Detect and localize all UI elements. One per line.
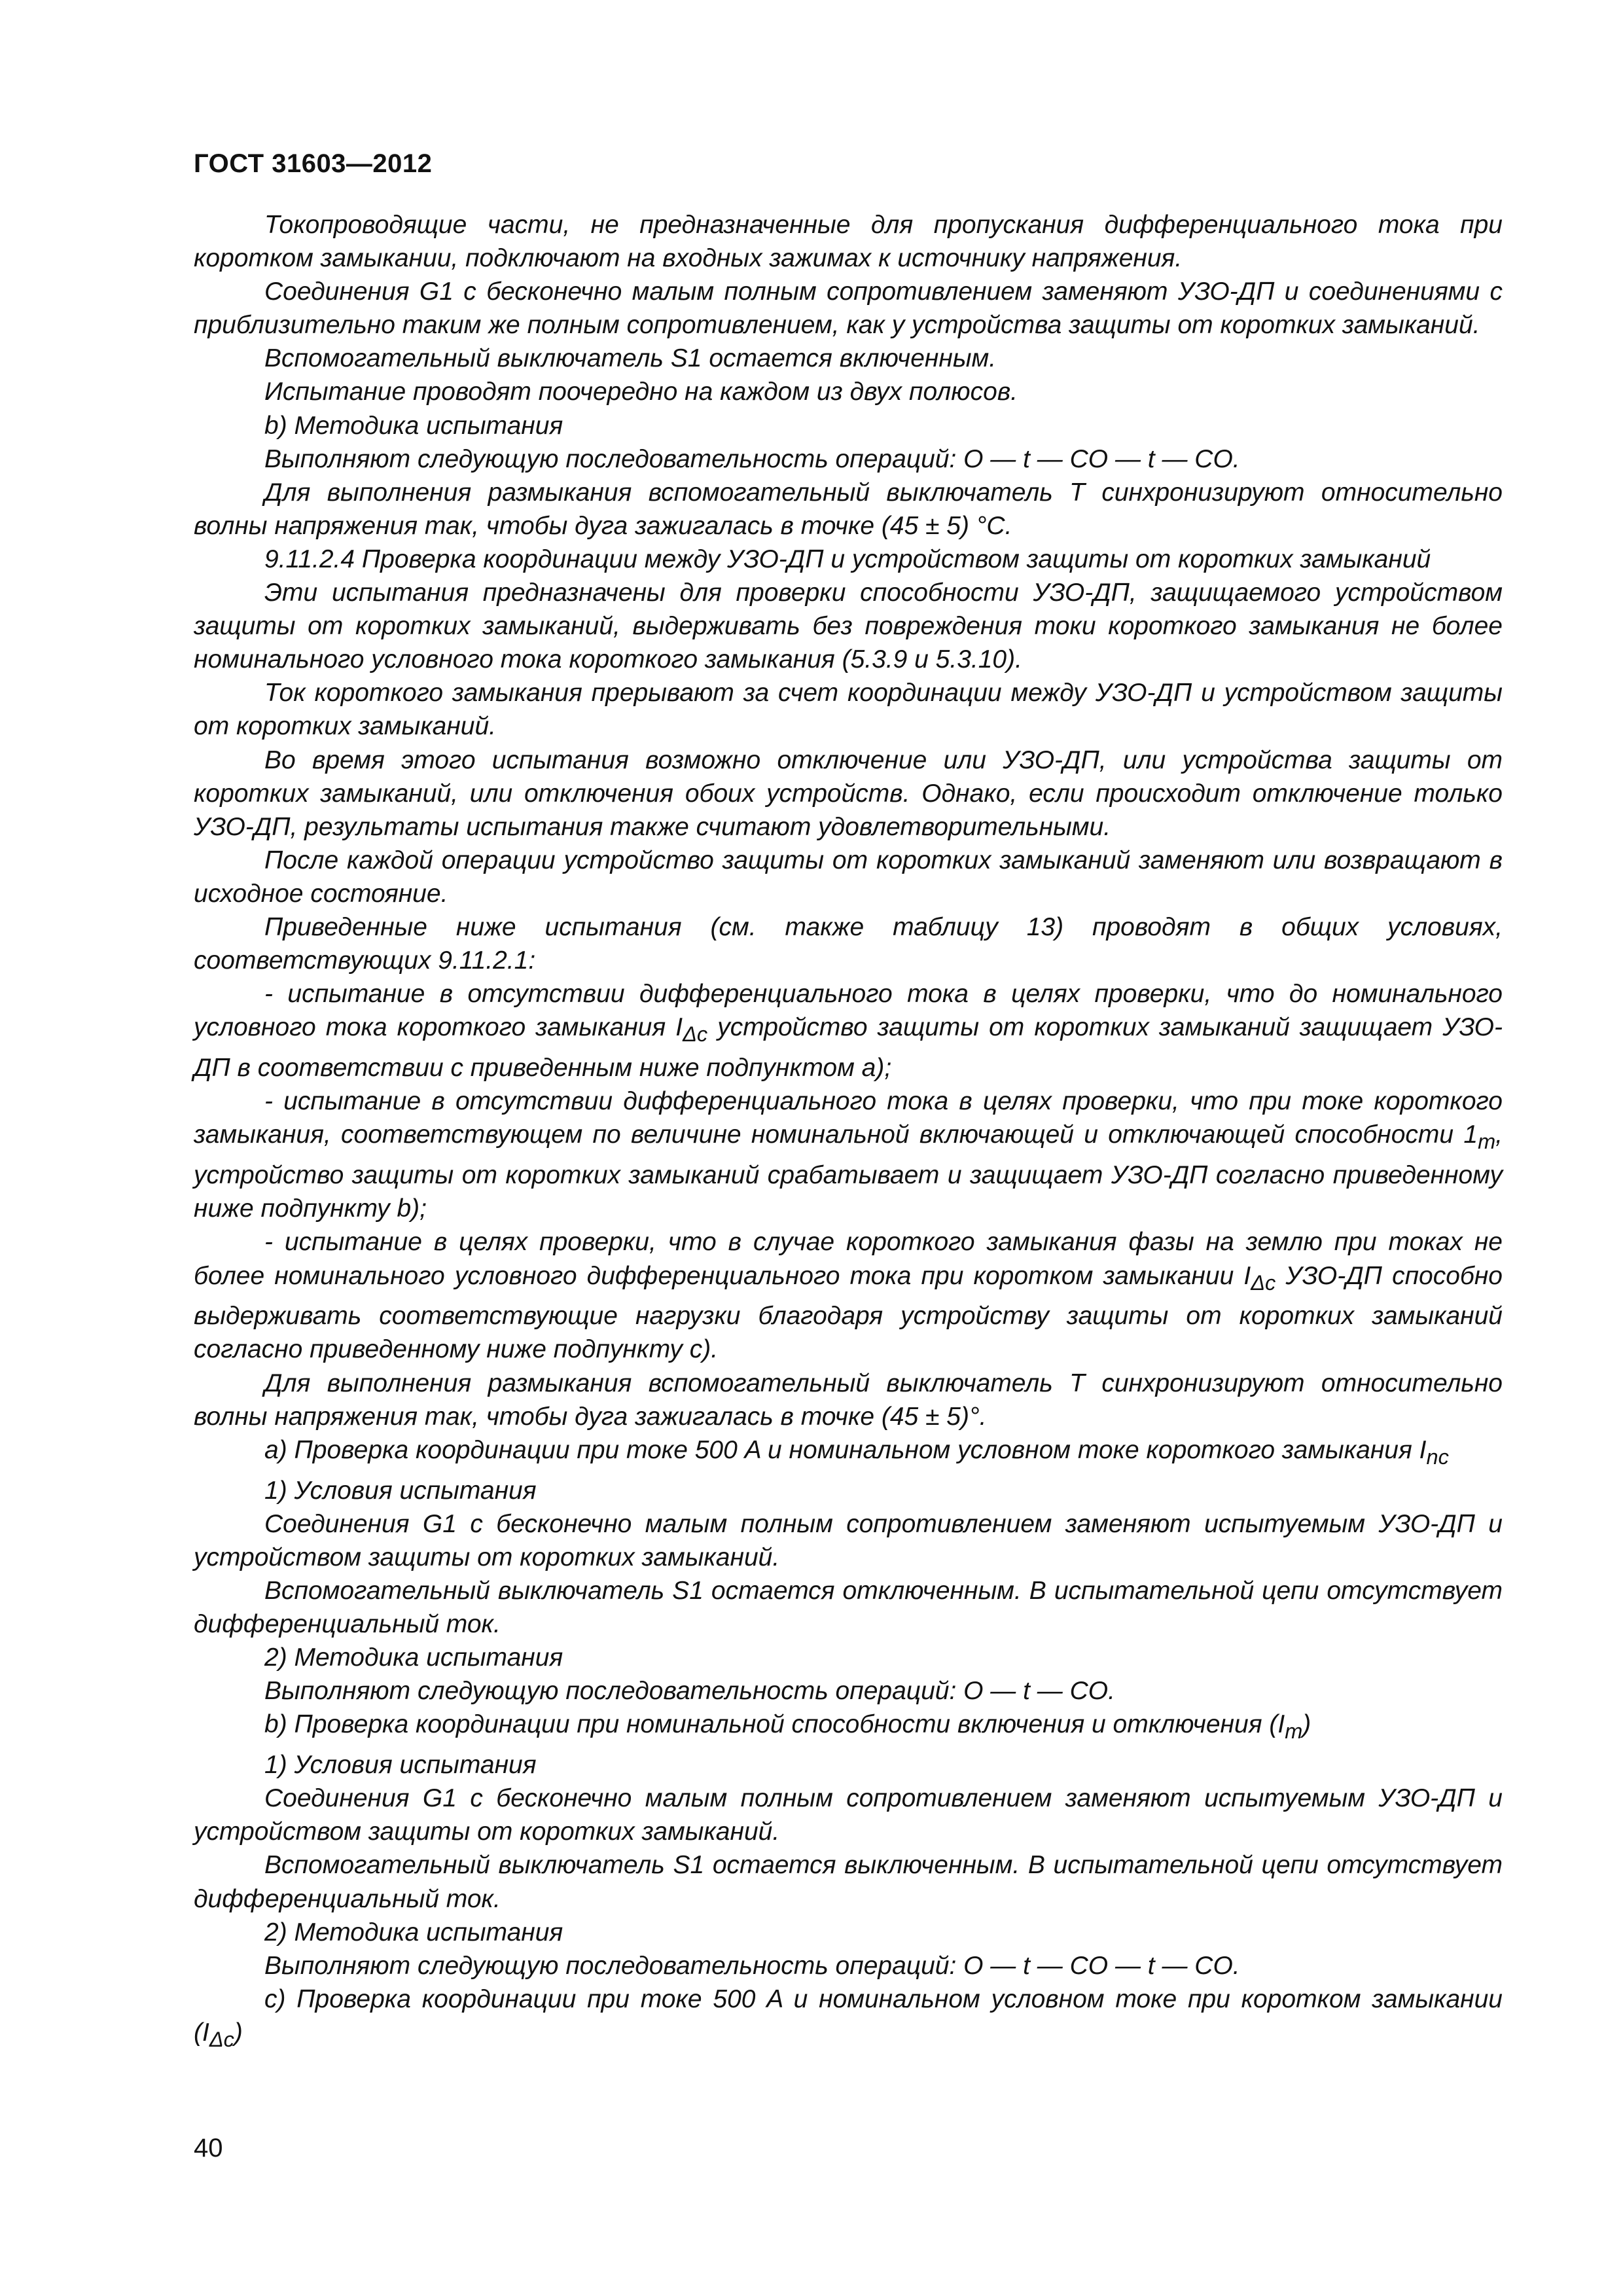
paragraph: Соединения G1 с бесконечно малым полным сопротивлением заменяют испытуемым УЗО-ДП и устройством защиты от коротких замыканий. bbox=[194, 1784, 1503, 1846]
paragraph: После каждой операции устройство защиты от коротких замыканий заменяют или возвращают в исходное состояние. bbox=[194, 846, 1503, 908]
paragraph: Ток короткого замыкания прерывают за счет координации между УЗО-ДП и устройством защиты от коротких замыканий. bbox=[194, 679, 1503, 741]
paragraph: Вспомогательный выключатель S1 остается включенным. bbox=[264, 344, 997, 373]
heading-text: ) bbox=[234, 2018, 243, 2047]
paragraph: Приведенные ниже испытания (см. также таблицу 13) проводят в общих условиях, соответствующих 9.11.2.1: bbox=[194, 912, 1503, 975]
item-text: устройство защиты от коротких замыканий защищает УЗО-ДП в соответствии с приведенным ниже подпунктом а); bbox=[194, 1013, 1503, 1083]
dash-list-item bbox=[194, 1085, 1503, 1225]
heading-text: b) Проверка координации при номинальной способности включения и отключения (I bbox=[264, 1710, 1285, 1739]
document-code: ГОСТ 31603—2012 bbox=[194, 149, 433, 178]
item-text: - испытание в целях проверки, что в случае короткого замыкания фазы на землю при токах не более номинального условного дифференциального тока при коротком замыкании I bbox=[194, 1228, 1503, 1290]
paragraph: Вспомогательный выключатель S1 остается выключенным. В испытательной цепи отсутствует дифференциальный ток. bbox=[194, 1851, 1503, 1913]
paragraph: Вспомогательный выключатель S1 остается отключенным. В испытательной цепи отсутствует дифференциальный ток. bbox=[194, 1576, 1503, 1639]
dash-list-item bbox=[194, 1225, 1503, 1366]
item-text: - испытание в отсутствии дифференциального тока в целях проверки, что при токе короткого замыкания, соответствующем по величине номинальной включающей и отключающей способности 1 bbox=[194, 1087, 1503, 1149]
subscript: Δc bbox=[1251, 1270, 1276, 1295]
paragraph: Выполняют следующую последовательность операций: O — t — CO. bbox=[264, 1677, 1115, 1706]
subscript: т bbox=[1478, 1130, 1496, 1154]
subscript: Δc bbox=[683, 1022, 708, 1047]
heading-text: ) bbox=[1302, 1710, 1311, 1739]
document-body bbox=[194, 208, 1503, 2056]
paragraph: Испытание проводят поочередно на каждом из двух полюсов. bbox=[264, 378, 1018, 406]
dash-list-item bbox=[194, 977, 1503, 1085]
item-text: - испытание в отсутствии дифференциального тока в целях проверки, что до номинального условного тока короткого замыкания I bbox=[194, 980, 1503, 1042]
subsection-heading: b) Методика испытания bbox=[264, 411, 563, 440]
paragraph: Для выполнения размыкания вспомогательный выключатель T синхронизируют относительно волны напряжения так, чтобы дуга зажигалась в точке (45 ± 5)°. bbox=[194, 1369, 1503, 1431]
paragraph: Для выполнения размыкания вспомогательный выключатель T синхронизируют относительно волны напряжения так, чтобы дуга зажигалась в точке (45 ± 5) °С. bbox=[194, 478, 1503, 540]
paragraph: Выполняют следующую последовательность операций: O — t — CO — t — CO. bbox=[264, 1951, 1240, 1980]
page-number: 40 bbox=[194, 2134, 223, 2162]
subsection-heading: 2) Методика испытания bbox=[264, 1643, 563, 1672]
paragraph: Эти испытания предназначены для проверки способности УЗО-ДП, защищаемого устройством защиты от коротких замыканий, выдерживать без повреждения токи короткого замыкания не более номинального условного тока короткого замыкания (5.3.9 и 5.3.10). bbox=[194, 579, 1503, 674]
paragraph: Во время этого испытания возможно отключение или УЗО-ДП, или устройства защиты от коротких замыканий, или отключения обоих устройств. Однако, если происходит отключение только УЗО-ДП, результаты испытания также считают удовлетворительными. bbox=[194, 745, 1503, 841]
paragraph: Соединения G1 с бесконечно малым полным сопротивлением заменяют УЗО-ДП и соединениями с приблизительно таким же полным сопротивлением, как у устройства защиты от коротких замыканий. bbox=[194, 278, 1503, 340]
subsection-heading bbox=[194, 1433, 1503, 1474]
heading-text: a) Проверка координации при токе 500 A и номинальном условном токе короткого замыкания I bbox=[264, 1435, 1427, 1464]
subscript: m bbox=[1285, 1719, 1303, 1744]
subsection-heading: 1) Условия испытания bbox=[264, 1476, 537, 1505]
subscript: nc bbox=[1426, 1444, 1449, 1469]
item-text: УЗО-ДП способно выдерживать соответствующие нагрузки благодаря устройству защиты от коротких замыканий согласно приведенному ниже подпункту с). bbox=[194, 1261, 1503, 1364]
subsection-heading: 2) Методика испытания bbox=[264, 1918, 563, 1946]
subsection-heading bbox=[194, 1708, 1503, 1748]
subsection-heading: 1) Условия испытания bbox=[264, 1751, 537, 1780]
subscript: Δc bbox=[209, 2027, 234, 2051]
subsection-heading bbox=[194, 1982, 1503, 2056]
item-text: , устройство защиты от коротких замыканий срабатывает и защищает УЗО-ДП согласно приведенному ниже подпункту b); bbox=[194, 1121, 1503, 1223]
paragraph: Соединения G1 с бесконечно малым полным сопротивлением заменяют испытуемым УЗО-ДП и устройством защиты от коротких замыканий. bbox=[194, 1509, 1503, 1571]
paragraph: Выполняют следующую последовательность операций: O — t — CO — t — CO. bbox=[264, 444, 1240, 473]
section-heading: 9.11.2.4 Проверка координации между УЗО-ДП и устройством защиты от коротких замыканий bbox=[264, 545, 1431, 573]
paragraph: Токопроводящие части, не предназначенные для пропускания дифференциального тока при коротком замыкании, подключают на входных зажимах к источнику напряжения. bbox=[194, 211, 1503, 273]
heading-text: c) Проверка координации при токе 500 A и номинальном условном токе при коротком замыкании (I bbox=[194, 1984, 1503, 2047]
